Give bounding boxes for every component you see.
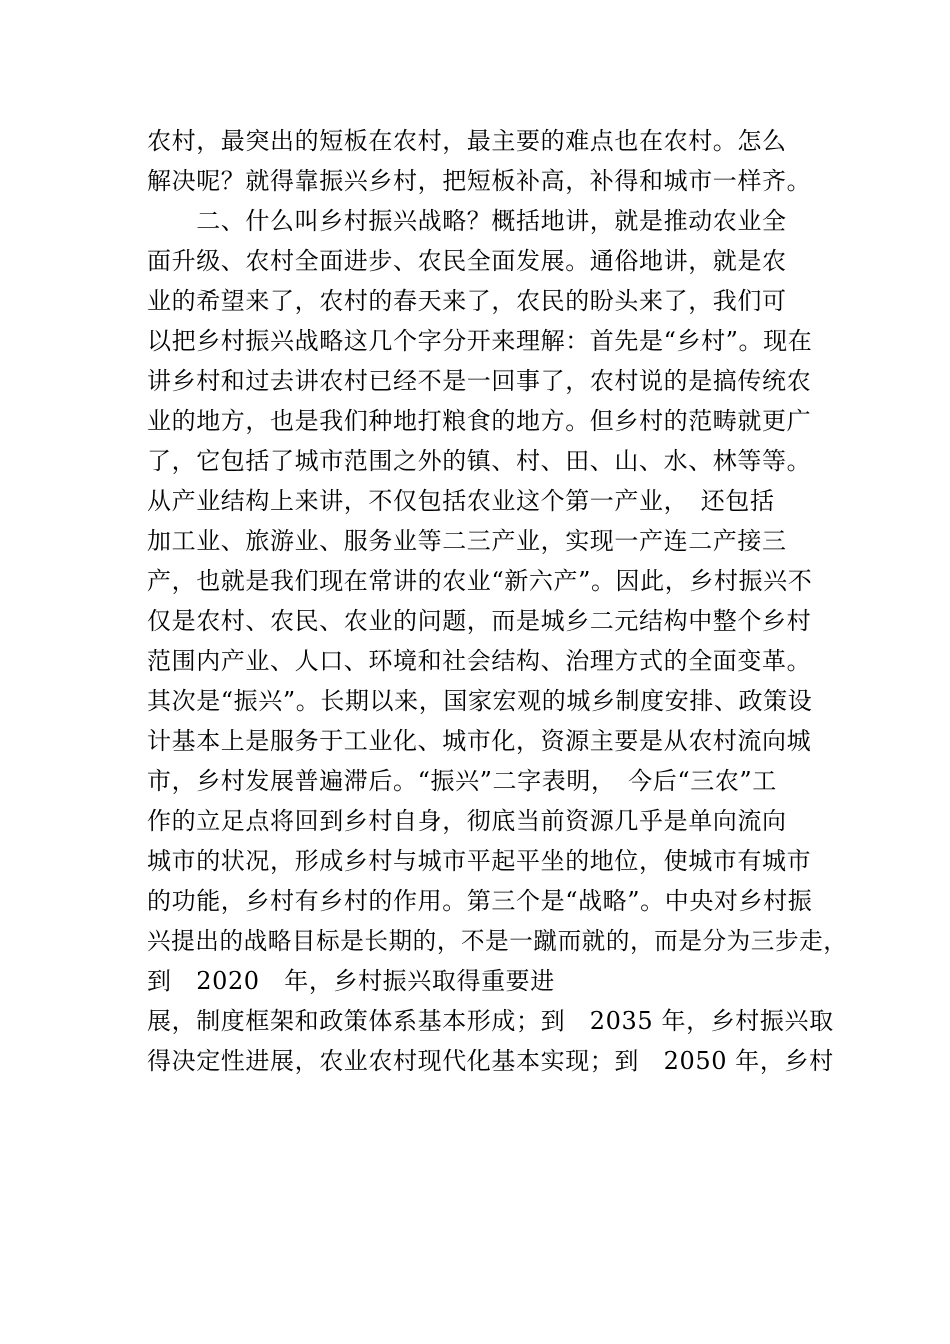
text-line: 仅是农村、农民、农业的问题，而是城乡二元结构中整个乡村: [147, 607, 812, 635]
text-line: 范围内产业、人口、环境和社会结构、治理方式的全面变革。: [147, 647, 812, 675]
text-line: 展，制度框架和政策体系基本形成；到 2035 年，乡村振兴取: [147, 1007, 834, 1035]
text-line: 的功能，乡村有乡村的作用。第三个是“战略”。中央对乡村振: [147, 887, 813, 915]
text-line: 解决呢？就得靠振兴乡村，把短板补高，补得和城市一样齐。: [147, 167, 812, 195]
text-line: 产，也就是我们现在常讲的农业“新六产”。因此，乡村振兴不: [147, 567, 813, 595]
text-line: 二、什么叫乡村振兴战略？概括地讲，就是推动农业全: [147, 207, 787, 235]
body-text: [147, 121, 847, 1081]
text-line: 业的地方，也是我们种地打粮食的地方。但乡村的范畴就更广: [147, 407, 812, 435]
text-line: 城市的状况，形成乡村与城市平起平坐的地位，使城市有城市: [147, 847, 812, 875]
text-line: 面升级、农村全面进步、农民全面发展。通俗地讲，就是农: [147, 247, 787, 275]
text-line: 到 2020 年，乡村振兴取得重要进: [147, 967, 555, 995]
text-line: 兴提出的战略目标是长期的，不是一蹴而就的，而是分为三步走，: [147, 927, 848, 955]
text-line: 了，它包括了城市范围之外的镇、村、田、山、水、林等等。: [147, 447, 812, 475]
text-line: 市，乡村发展普遍滞后。“振兴”二字表明， 今后“三农”工: [147, 767, 777, 795]
text-line: 作的立足点将回到乡村自身，彻底当前资源几乎是单向流向: [147, 807, 787, 835]
text-line: 讲乡村和过去讲农村已经不是一回事了，农村说的是搞传统农: [147, 367, 812, 395]
text-line: 计基本上是服务于工业化、城市化，资源主要是从农村流向城: [147, 727, 812, 755]
text-line: 业的希望来了，农村的春天来了，农民的盼头来了，我们可: [147, 287, 787, 315]
text-line: 从产业结构上来讲，不仅包括农业这个第一产业， 还包括: [147, 487, 775, 515]
text-line: 得决定性进展，农业农村现代化基本实现；到 2050 年，乡村: [147, 1047, 834, 1075]
text-line: 农村，最突出的短板在农村，最主要的难点也在农村。怎么: [147, 127, 787, 155]
text-line: 以把乡村振兴战略这几个字分开来理解：首先是“乡村”。现在: [147, 327, 813, 355]
text-line: 其次是“振兴”。长期以来，国家宏观的城乡制度安排、政策设: [147, 687, 813, 715]
text-line: 加工业、旅游业、服务业等二三产业，实现一产连二产接三: [147, 527, 787, 555]
